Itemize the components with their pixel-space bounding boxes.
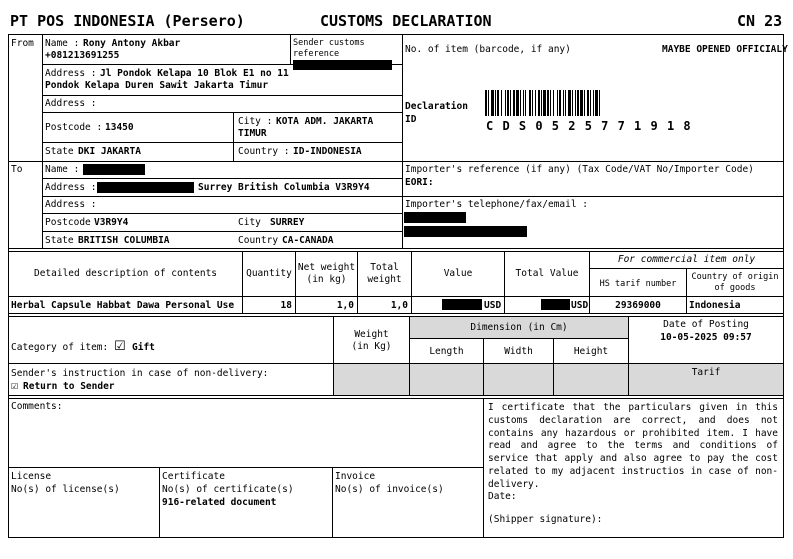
barcode-bar <box>584 90 585 116</box>
barcode-bar <box>523 90 524 116</box>
recipient-address-suffix: Surrey British Columbia V3R9Y4 <box>198 182 370 193</box>
barcode-bar <box>491 90 494 116</box>
weight-header: Weight <box>354 329 389 340</box>
barcode-bar <box>507 90 509 116</box>
redacted-recipient-address <box>97 182 194 193</box>
certificate-value: 916-related document <box>162 497 277 508</box>
commercial-header: For commercial item only <box>617 254 756 265</box>
certificate-number-label: No(s) of certificate(s) <box>162 484 294 495</box>
category-label: Category of item: <box>11 342 109 353</box>
length-header: Length <box>429 346 464 357</box>
to-country-label: Country <box>238 235 279 246</box>
sender-state: DKI JAKARTA <box>78 146 141 157</box>
content-total-weight: 1,0 <box>390 300 408 311</box>
content-net-weight: 1,0 <box>336 300 354 311</box>
barcode-bar <box>495 90 496 116</box>
to-state-label: State <box>45 235 74 246</box>
weight-value-shade <box>334 364 409 395</box>
barcode-bar <box>488 90 489 116</box>
sender-name: Rony Antony Akbar <box>83 38 181 49</box>
barcode <box>485 90 705 116</box>
barcode-bar <box>563 90 564 116</box>
barcode-bar <box>505 90 506 116</box>
redacted-importer-email <box>404 226 527 237</box>
redacted-total-value <box>541 299 570 310</box>
hs-header: HS tarif number <box>599 279 677 289</box>
sender-address-line2: Pondok Kelapa Duren Sawit Jakarta Timur <box>45 80 269 91</box>
posting-date-label: Date of Posting <box>663 319 749 330</box>
company-name: PT POS INDONESIA (Persero) <box>10 12 245 30</box>
total-value-header: Total Value <box>515 268 579 279</box>
category-value: Gift <box>132 342 155 353</box>
from-name-label: Name : <box>45 38 80 49</box>
barcode-bar <box>577 90 579 116</box>
barcode-bar <box>510 90 511 116</box>
non-delivery-label: Sender's instruction in case of non-delivery: <box>11 368 269 379</box>
content-quantity: 18 <box>280 300 292 311</box>
dimension-header: Dimension (in Cm) <box>470 322 568 333</box>
barcode-bar <box>568 90 571 116</box>
length-value-shade <box>410 364 483 395</box>
barcode-bar <box>557 90 558 116</box>
sender-city-line1: KOTA ADM. JAKARTA <box>276 116 374 127</box>
barcode-bar <box>535 90 536 116</box>
barcode-bar <box>532 90 533 116</box>
sender-address-line1: Jl Pondok Kelapa 10 Blok E1 no 11 <box>100 68 289 79</box>
form-code: CN 23 <box>737 12 783 30</box>
barcode-bar <box>529 90 531 116</box>
qty-header: Quantity <box>246 268 292 279</box>
content-description: Herbal Capsule Habbat Dawa Personal Use <box>11 300 235 311</box>
from-country-label: Country : <box>238 146 290 157</box>
redacted-importer-telephone <box>404 212 466 223</box>
eori-label: EORI: <box>405 177 434 188</box>
to-label: To <box>11 164 23 175</box>
barcode-bar <box>525 90 526 116</box>
barcode-bar <box>485 90 487 116</box>
sender-postcode: 13450 <box>105 122 134 133</box>
form-title: CUSTOMS DECLARATION <box>320 12 492 30</box>
origin-header-2: of goods <box>714 283 756 293</box>
value-currency: USD <box>484 300 502 311</box>
from-label: From <box>11 38 34 49</box>
no-of-item-label: No. of item (barcode, if any) <box>405 44 571 55</box>
certificate-label: Certificate <box>162 471 225 482</box>
barcode-bar <box>516 90 519 116</box>
total-weight-header: Total <box>370 262 399 273</box>
barcode-bar <box>538 90 540 116</box>
barcode-bar <box>501 90 502 116</box>
barcode-bar <box>553 90 554 116</box>
height-value-shade <box>554 364 628 395</box>
barcode-bar <box>572 90 573 116</box>
hs-number: 29369000 <box>615 300 661 311</box>
barcode-bar <box>547 90 549 116</box>
value-header: Value <box>443 268 473 279</box>
declaration-id: C D S 0 5 2 5 7 7 1 9 1 8 <box>486 119 692 133</box>
maybe-opened-label: MAYBE OPENED OFFICIALY <box>662 44 788 55</box>
country-of-origin: Indonesia <box>689 300 741 311</box>
width-header: Width <box>504 346 533 357</box>
weight-unit-header: (in Kg) <box>351 341 392 352</box>
comments-label: Comments: <box>11 401 63 412</box>
net-weight-unit-header: (in kg) <box>306 274 347 285</box>
barcode-bar <box>580 90 583 116</box>
barcode-bar <box>541 90 542 116</box>
width-value-shade <box>484 364 553 395</box>
desc-header: Detailed description of contents <box>33 268 218 279</box>
recipient-state: BRITISH COLUMBIA <box>78 235 170 246</box>
barcode-bar <box>595 90 598 116</box>
invoice-label: Invoice <box>335 471 376 482</box>
recipient-country: CA-CANADA <box>282 235 334 246</box>
barcode-bar <box>559 90 561 116</box>
to-address2-label: Address : <box>45 199 97 210</box>
shipper-signature-label: (Shipper signature): <box>488 514 603 525</box>
non-delivery-value: Return to Sender <box>23 381 115 392</box>
importer-telephone-label: Importer's telephone/fax/email : <box>405 199 589 210</box>
declaration-label: Declaration <box>405 101 468 112</box>
invoice-number-label: No(s) of invoice(s) <box>335 484 444 495</box>
to-name-label: Name : <box>45 164 80 175</box>
total-value-currency: USD <box>571 300 589 311</box>
sender-customs-reference-label: Sender customs reference <box>293 38 365 59</box>
net-weight-header: Net weight <box>297 262 356 273</box>
certification-text: I certificate that the particulars given in this customs declaration are correct, and does not contains any hazardous or prohibited item. I have read and agree to the terms and conditions of service that apply and also agree to pay the cost related to my adjacent instructios in case of non-delivery. <box>488 402 778 490</box>
barcode-bar <box>587 90 589 116</box>
to-address-label: Address : <box>45 182 97 193</box>
return-checkbox-icon[interactable]: ☑ <box>11 382 19 391</box>
redacted-recipient-name <box>83 164 145 175</box>
sender-city-line2: TIMUR <box>238 128 267 139</box>
barcode-bar <box>497 90 499 116</box>
gift-checkbox-icon[interactable]: ☑ <box>114 339 126 354</box>
total-weight-header-2: weight <box>367 274 402 285</box>
tarif-label: Tarif <box>691 367 721 378</box>
sender-phone: +081213691255 <box>45 50 120 61</box>
date-label: Date: <box>488 491 517 502</box>
from-address-label: Address : <box>45 68 97 79</box>
to-postcode-label: Postcode <box>45 217 91 228</box>
height-header: Height <box>573 346 609 357</box>
barcode-bar <box>543 90 546 116</box>
redacted-value <box>442 299 482 310</box>
from-postcode-label: Postcode : <box>45 122 103 133</box>
to-city-label: City <box>238 217 261 228</box>
recipient-city: SURREY <box>270 217 305 228</box>
barcode-bar <box>590 90 591 116</box>
posting-date: 10-05-2025 09:57 <box>660 332 752 343</box>
barcode-bar <box>550 90 551 116</box>
barcode-bar <box>575 90 576 116</box>
license-number-label: No(s) of license(s) <box>11 484 120 495</box>
sender-country: ID-INDONESIA <box>293 146 362 157</box>
barcode-bar <box>593 90 594 116</box>
from-state-label: State <box>45 146 74 157</box>
barcode-bar <box>565 90 566 116</box>
redacted-sender-reference <box>293 60 392 70</box>
origin-header: Country of origin <box>691 272 779 282</box>
from-city-label: City : <box>238 116 273 127</box>
from-address2-label: Address : <box>45 98 97 109</box>
importer-reference-label: Importer's reference (if any) (Tax Code/VAT No/Importer Code) <box>405 164 754 175</box>
recipient-postcode: V3R9Y4 <box>94 217 129 228</box>
license-label: License <box>11 471 52 482</box>
declaration-id-label: ID <box>405 114 417 125</box>
barcode-bar <box>599 90 600 116</box>
barcode-bar <box>513 90 515 116</box>
barcode-bar <box>520 90 521 116</box>
